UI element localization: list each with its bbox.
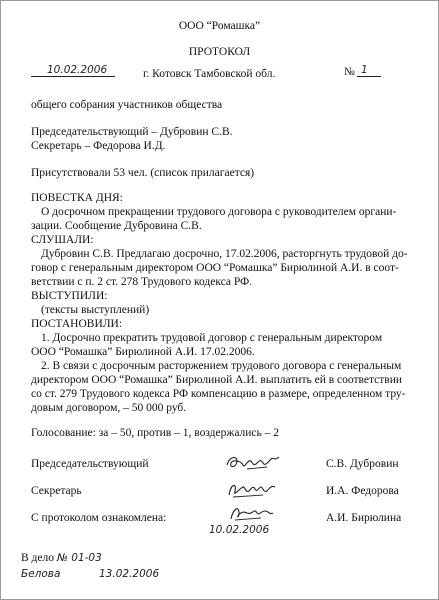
filing-case-number: № 01-03 [57, 552, 102, 564]
organization-name: ООО “Ромашка” [178, 20, 261, 32]
acknowledgement-label: С протоколом ознакомлена: [31, 512, 167, 524]
heard-line-1: Дубровин С.В. Предлагаю досрочно, 17.02.2006, расторгнуть трудовой до- [41, 248, 408, 260]
secretary-signature [223, 477, 283, 501]
chair-line: Председательствующий – Дубровин С.В. [31, 126, 233, 138]
protocol-date: 10.02.2006 [47, 64, 108, 76]
number-label: № [344, 66, 355, 78]
date-underline [31, 76, 115, 77]
secretary-signature-label: Секретарь [31, 485, 82, 497]
heard-line-3: ветствии с п. 2 ст. 278 Трудового кодекса РФ. [31, 276, 253, 288]
spoke-heading: ВЫСТУПИЛИ: [31, 290, 108, 302]
resolved-item-2-line-3: со ст. 279 Трудового кодекса РФ компенсацию в размере, определенном тру- [31, 388, 406, 400]
spoke-text: (тексты выступлений) [41, 304, 150, 316]
agenda-line-1: О досрочном прекращении трудового договора с руководителем органи- [41, 206, 397, 218]
acknowledgement-signature [223, 501, 283, 525]
vote-result: Голосование: за – 50, против – 1, воздержались – 2 [31, 427, 280, 439]
attendance-line: Присутствовали 53 чел. (список прилагается) [31, 167, 255, 179]
secretary-signature-name: И.А. Федорова [326, 485, 399, 497]
resolved-item-1-line-2: ООО “Ромашка” Бирюлиной А.И. 17.02.2006. [31, 346, 255, 358]
chair-signature [223, 451, 283, 475]
resolved-item-2-line-4: довым договором, – 50 000 руб. [31, 402, 187, 414]
chair-signature-name: С.В. Дубровин [326, 458, 399, 470]
protocol-number: 1 [361, 64, 368, 76]
agenda-line-2: зации. Сообщение Дубровина С.В. [31, 220, 202, 232]
document-title: ПРОТОКОЛ [188, 46, 251, 58]
acknowledgement-name: А.И. Бирюлина [326, 512, 402, 524]
filing-label: В дело [21, 552, 54, 564]
heard-heading: СЛУШАЛИ: [31, 234, 94, 246]
resolved-item-2-line-2: директором ООО “Ромашка” Бирюлиной А.И. выплатить ей в соответствии [31, 374, 403, 386]
resolved-item-2-line-1: 2. В связи с досрочным расторжением трудового договора с генеральным [41, 360, 402, 372]
filing-clerk: Белова [21, 568, 61, 580]
chair-signature-label: Председательствующий [31, 458, 149, 470]
protocol-subtitle: общего собрания участников общества [31, 99, 223, 111]
secretary-line: Секретарь – Федорова И.Д. [31, 140, 166, 152]
acknowledgement-date: 10.02.2006 [209, 524, 270, 536]
agenda-heading: ПОВЕСТКА ДНЯ: [31, 192, 123, 204]
city: г. Котовск Тамбовской обл. [143, 68, 276, 80]
resolved-heading: ПОСТАНОВИЛИ: [31, 318, 123, 330]
number-underline [357, 76, 381, 77]
resolved-item-1-line-1: 1. Досрочно прекратить трудовой договор с генеральным директором [41, 332, 383, 344]
filing-date: 13.02.2006 [99, 568, 160, 580]
heard-line-2: говор с генеральным директором ООО “Ромашка” Бирюлиной А.И. в соот- [31, 262, 399, 274]
